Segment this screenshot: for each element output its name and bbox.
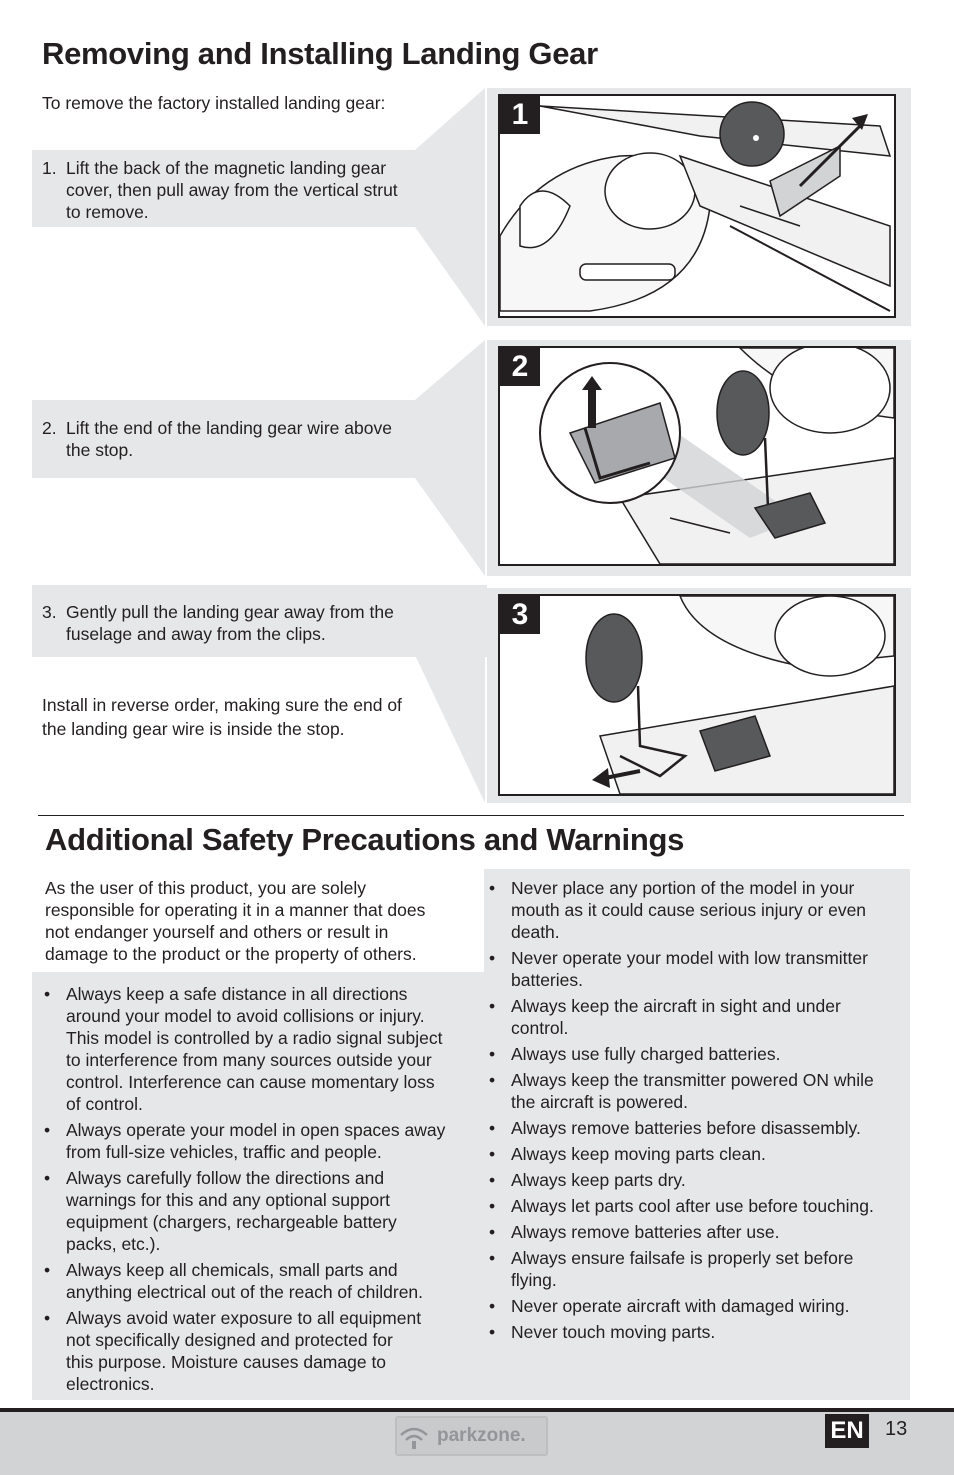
list-item-line: not specifically designed and protected for	[66, 1330, 393, 1350]
step-2	[42, 417, 422, 465]
callout-connector	[415, 88, 487, 328]
callout-connector	[415, 655, 487, 805]
list-item	[489, 1295, 909, 1317]
section-divider	[38, 815, 904, 816]
list-item	[489, 995, 909, 1039]
list-item-line: electronics.	[66, 1374, 155, 1394]
page-title: Removing and Installing Landing Gear	[42, 36, 598, 71]
figure-3	[498, 594, 896, 796]
intro-line: As the user of this product, you are solely	[45, 878, 366, 898]
bullet-icon: •	[489, 1070, 496, 1090]
list-item-line: Always avoid water exposure to all equipment	[66, 1308, 422, 1328]
list-item-line: batteries.	[511, 970, 583, 990]
callout-connector	[415, 340, 487, 578]
list-item-line: Always use fully charged batteries.	[511, 1044, 781, 1064]
step-number: 3.	[42, 602, 57, 622]
landing-gear-illustration	[500, 348, 894, 564]
list-item-line: Always carefully follow the directions and	[66, 1168, 385, 1188]
bullet-icon: •	[489, 1044, 496, 1064]
list-item	[44, 1307, 474, 1395]
step-3	[42, 601, 422, 649]
bullet-icon: •	[44, 984, 51, 1004]
list-item	[489, 1117, 909, 1139]
left-warning-list	[44, 983, 474, 1399]
list-item-line: flying.	[511, 1270, 557, 1290]
intro-line: damage to the product or the property of others.	[45, 944, 417, 964]
list-item-line: death.	[511, 922, 560, 942]
list-item-line: Always remove batteries before disassembly.	[511, 1118, 861, 1138]
list-item-line: Always keep parts dry.	[511, 1170, 686, 1190]
install-note-line: the landing gear wire is inside the stop.	[42, 719, 345, 739]
page-number: 13	[885, 1418, 908, 1440]
step-text-line: Gently pull the landing gear away from the	[66, 602, 394, 622]
list-item-line: the aircraft is powered.	[511, 1092, 689, 1112]
bullet-icon: •	[489, 948, 496, 968]
list-item-line: Always remove batteries after use.	[511, 1222, 780, 1242]
list-item-line: Never touch moving parts.	[511, 1322, 716, 1342]
list-item-line: Never operate your model with low transmitter	[511, 948, 868, 968]
list-item-line: equipment (chargers, rechargeable battery	[66, 1212, 397, 1232]
bullet-icon: •	[489, 1170, 496, 1190]
list-item-line: anything electrical out of the reach of children.	[66, 1282, 424, 1302]
step-1	[42, 157, 422, 227]
list-item-line: Always ensure failsafe is properly set before	[511, 1248, 854, 1268]
bullet-icon: •	[489, 996, 496, 1016]
language-badge: EN	[825, 1414, 869, 1448]
logo-text: parkzone.	[437, 1425, 526, 1446]
step-text-line: to remove.	[66, 202, 149, 222]
bullet-icon: •	[489, 1296, 496, 1316]
list-item-line: around your model to avoid collisions or injury.	[66, 1006, 425, 1026]
step-text-line: the stop.	[66, 440, 134, 460]
list-item	[489, 1221, 909, 1243]
list-item	[44, 983, 474, 1115]
install-note	[42, 693, 402, 741]
wifi-signal-icon	[397, 1421, 431, 1451]
landing-gear-illustration	[500, 96, 894, 316]
footer-rule	[0, 1408, 954, 1412]
step-number: 2.	[42, 418, 57, 438]
list-item	[489, 1169, 909, 1191]
list-item	[489, 1143, 909, 1165]
bullet-icon: •	[489, 878, 496, 898]
step-text-line: cover, then pull away from the vertical strut	[66, 180, 398, 200]
section-title: Additional Safety Precautions and Warnings	[45, 822, 685, 857]
list-item-line: to interference from many sources outside your	[66, 1050, 432, 1070]
right-warning-list	[489, 877, 909, 1347]
list-item	[44, 1259, 474, 1303]
bullet-icon: •	[489, 1196, 496, 1216]
figure-2	[498, 346, 896, 566]
list-item	[44, 1119, 474, 1163]
list-item-line: Always keep a safe distance in all directions	[66, 984, 408, 1004]
list-item-line: This model is controlled by a radio signal subject	[66, 1028, 443, 1048]
step-text-line: Lift the end of the landing gear wire above	[66, 418, 392, 438]
bullet-icon: •	[489, 1144, 496, 1164]
list-item-line: Always keep moving parts clean.	[511, 1144, 766, 1164]
install-note-line: Install in reverse order, making sure the end of	[42, 695, 402, 715]
list-item	[489, 947, 909, 991]
list-item	[489, 877, 909, 943]
figure-number-badge: 3	[500, 596, 540, 634]
list-item-line: control.	[511, 1018, 569, 1038]
list-item-line: Always let parts cool after use before touching.	[511, 1196, 874, 1216]
landing-gear-illustration	[500, 596, 894, 794]
step-text-line: Lift the back of the magnetic landing gear	[66, 158, 387, 178]
safety-intro	[45, 877, 425, 965]
bullet-icon: •	[489, 1322, 496, 1342]
figure-1	[498, 94, 896, 318]
list-item-line: Always keep the transmitter powered ON while	[511, 1070, 874, 1090]
bullet-icon: •	[44, 1260, 51, 1280]
list-item-line: control. Interference can cause momentary loss	[66, 1072, 435, 1092]
list-item-line: warnings for this and any optional support	[66, 1190, 390, 1210]
list-item-line: packs, etc.).	[66, 1234, 161, 1254]
list-item-line: Always keep all chemicals, small parts and	[66, 1260, 398, 1280]
list-item-line: Always operate your model in open spaces away	[66, 1120, 446, 1140]
bullet-icon: •	[489, 1222, 496, 1242]
list-item	[489, 1195, 909, 1217]
list-item	[489, 1321, 909, 1343]
list-item	[489, 1043, 909, 1065]
bullet-icon: •	[489, 1248, 496, 1268]
bullet-icon: •	[44, 1308, 51, 1328]
list-item-line: from full-size vehicles, traffic and people.	[66, 1142, 382, 1162]
list-item-line: this purpose. Moisture causes damage to	[66, 1352, 387, 1372]
figure-number-badge: 2	[500, 348, 540, 386]
list-item-line: mouth as it could cause serious injury or even	[511, 900, 867, 920]
brand-logo	[395, 1416, 548, 1456]
list-item	[489, 1247, 909, 1291]
list-item-line: Never operate aircraft with damaged wiring.	[511, 1296, 850, 1316]
step-text-line: fuselage and away from the clips.	[66, 624, 326, 644]
step-number: 1.	[42, 158, 57, 178]
bullet-icon: •	[489, 1118, 496, 1138]
list-item	[44, 1167, 474, 1255]
list-item-line: of control.	[66, 1094, 143, 1114]
bullet-icon: •	[44, 1120, 51, 1140]
list-item-line: Never place any portion of the model in your	[511, 878, 855, 898]
list-item	[489, 1069, 909, 1113]
list-item-line: Always keep the aircraft in sight and under	[511, 996, 841, 1016]
intro-line: not endanger yourself and others or result in	[45, 922, 389, 942]
intro-line: responsible for operating it in a manner that does	[45, 900, 426, 920]
intro-text: To remove the factory installed landing gear:	[42, 93, 386, 113]
bullet-icon: •	[44, 1168, 51, 1188]
figure-number-badge: 1	[500, 96, 540, 134]
